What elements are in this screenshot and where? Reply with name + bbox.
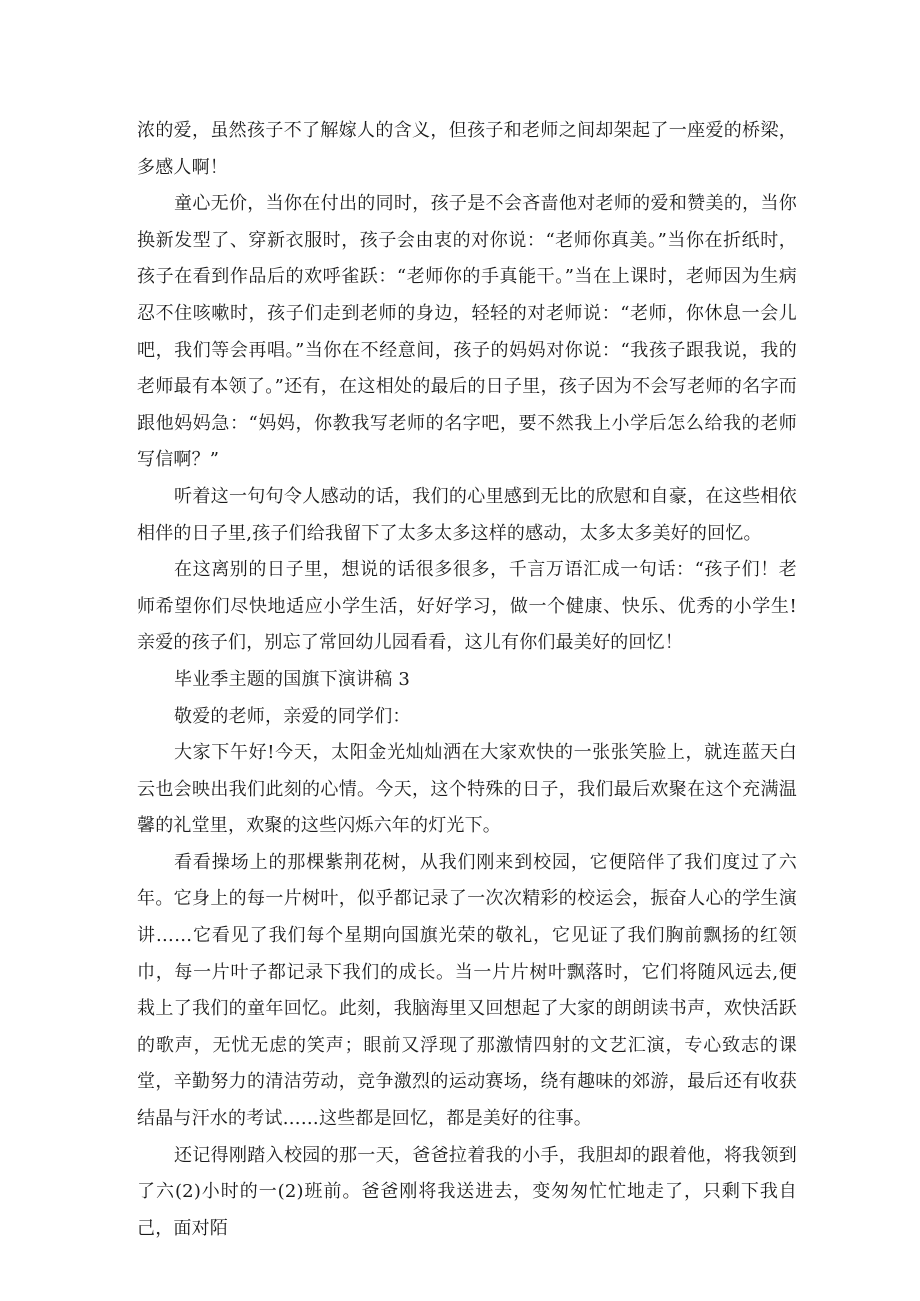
document-page	[137, 113, 797, 1247]
paragraph-2: 童心无价，当你在付出的同时，孩子是不会吝啬他对老师的爱和赞美的，当你换新发型了、穿新衣服时，孩子会由衷的对你说：“老师你真美。”当你在折纸时，孩子在看到作品后的欢呼雀跃：“老师你的手真能干。”当在上课时，老师因为生病忍不住咳嗽时，孩子们走到老师的身边，轻轻的对老师说：“老师，你休息一会儿吧，我们等会再唱。”当你在不经意间，孩子的妈妈对你说：“我孩子跟我说，我的老师最有本领了。”还有，在这相处的最后的日子里，孩子因为不会写老师的名字而跟他妈妈急：“妈妈，你教我写老师的名字吧，要不然我上小学后怎么给我的老师写信啊？”	[137, 193, 797, 471]
paragraph-4: 在这离别的日子里，想说的话很多很多，千言万语汇成一句话：“孩子们！老师希望你们尽快地适应小学生活，好好学习，做一个健康、快乐、优秀的小学生!亲爱的孩子们，别忘了常回幼儿园看看，这儿有你们最美好的回忆！	[137, 559, 797, 654]
section-heading: 毕业季主题的国旗下演讲稿 3	[174, 668, 410, 690]
paragraph-1: 浓的爱，虽然孩子不了解嫁人的含义，但孩子和老师之间却架起了一座爱的桥梁，多感人啊！	[137, 120, 797, 178]
salutation: 敬爱的老师，亲爱的同学们：	[174, 705, 411, 727]
paragraph-6: 看看操场上的那棵紫荆花树，从我们刚来到校园，它便陪伴了我们度过了六年。它身上的每一片树叶，似乎都记录了一次次精彩的校运会，振奋人心的学生演讲……它看见了我们每个星期向国旗光荣的敬礼，它见证了我们胸前飘扬的红领巾，每一片叶子都记录下我们的成长。当一片片树叶飘落时，它们将随风远去,便栽上了我们的童年回忆。此刻，我脑海里又回想起了大家的朗朗读书声，欢快活跃的歌声，无忧无虑的笑声；眼前又浮现了那激情四射的文艺汇演，专心致志的课堂，辛勤努力的清洁劳动，竞争激烈的运动赛场，绕有趣味的郊游，最后还有收获结晶与汗水的考试……这些都是回忆，都是美好的往事。	[137, 851, 797, 1130]
paragraph-7: 还记得刚踏入校园的那一天，爸爸拉着我的小手，我胆却的跟着他，将我领到了六(2)小时的一(2)班前。爸爸刚将我送进去，变匆匆忙忙地走了，只剩下我自己，面对陌	[137, 1144, 797, 1239]
paragraph-3: 听着这一句句令人感动的话，我们的心里感到无比的欣慰和自豪，在这些相依相伴的日子里,孩子们给我留下了太多太多这样的感动，太多太多美好的回忆。	[137, 485, 797, 544]
paragraph-5: 大家下午好!今天，太阳金光灿灿洒在大家欢快的一张张笑脸上，就连蓝天白云也会映出我们此刻的心情。今天，这个特殊的日子，我们最后欢聚在这个充满温馨的礼堂里，欢聚的这些闪烁六年的灯光下。	[137, 742, 797, 837]
